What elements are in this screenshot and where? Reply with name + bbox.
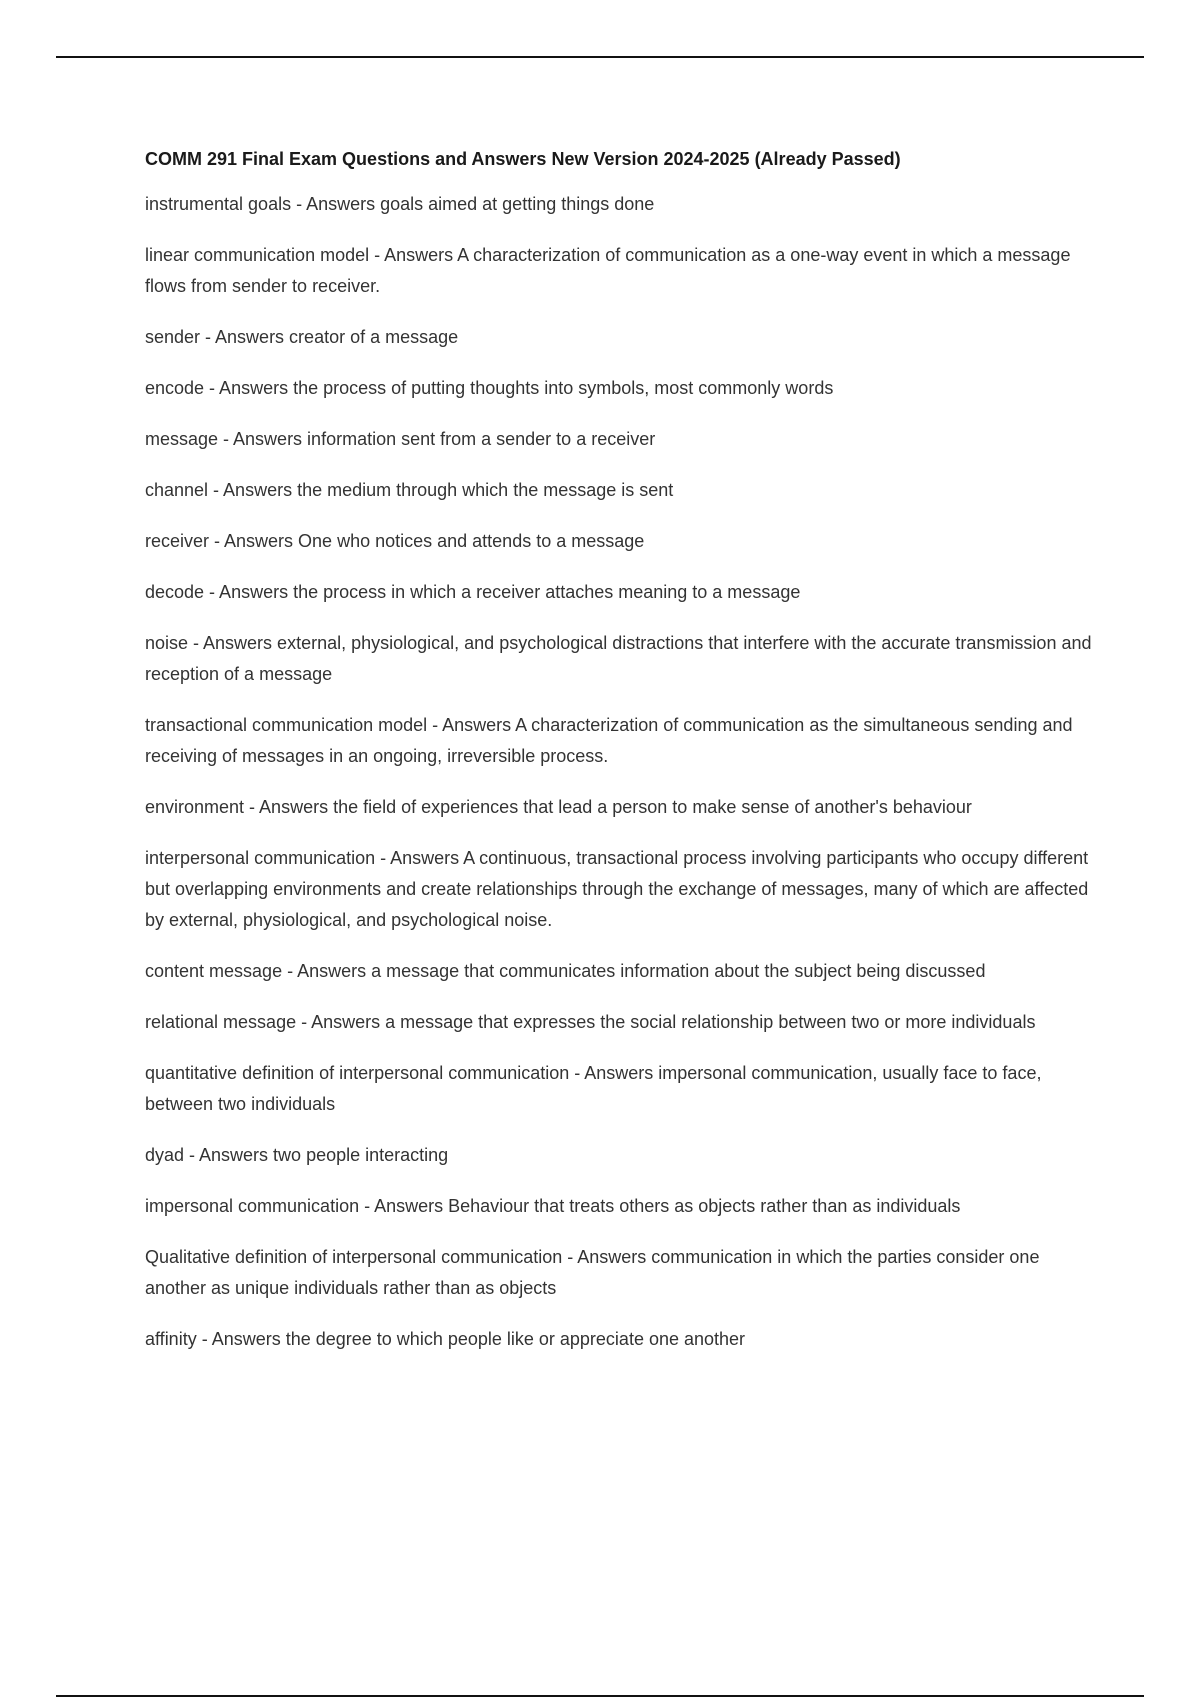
- qa-item: interpersonal communication - Answers A continuous, transactional process involving participants who occupy different but overlapping environments and create relationships through the exchange of messages, many of which are affected by external, physiological, and psychological noise.: [145, 848, 1089, 930]
- qa-item: sender - Answers creator of a message: [145, 327, 459, 347]
- qa-item: quantitative definition of interpersonal communication - Answers impersonal communication, usually face to face, between two individuals: [145, 1063, 1042, 1114]
- qa-item: noise - Answers external, physiological, and psychological distractions that interfere with the accurate transmission and reception of a message: [145, 633, 1092, 684]
- qa-item: channel - Answers the medium through which the message is sent: [145, 480, 674, 500]
- qa-item: encode - Answers the process of putting thoughts into symbols, most commonly words: [145, 378, 834, 398]
- bottom-divider: [56, 1695, 1144, 1697]
- qa-item: linear communication model - Answers A characterization of communication as a one-way event in which a message flows from sender to receiver.: [145, 245, 1071, 296]
- qa-item: affinity - Answers the degree to which people like or appreciate one another: [145, 1329, 746, 1349]
- qa-item: content message - Answers a message that communicates information about the subject being discussed: [145, 961, 986, 981]
- document-title: COMM 291 Final Exam Questions and Answers New Version 2024-2025 (Already Passed): [145, 149, 901, 169]
- qa-item: message - Answers information sent from a sender to a receiver: [145, 429, 656, 449]
- qa-item: environment - Answers the field of experiences that lead a person to make sense of another's behaviour: [145, 797, 972, 817]
- qa-item: transactional communication model - Answers A characterization of communication as the simultaneous sending and receiving of messages in an ongoing, irreversible process.: [145, 715, 1073, 766]
- document-body: [145, 145, 1105, 1375]
- qa-item: impersonal communication - Answers Behaviour that treats others as objects rather than as individuals: [145, 1196, 961, 1216]
- qa-item: decode - Answers the process in which a receiver attaches meaning to a message: [145, 582, 801, 602]
- qa-item: relational message - Answers a message that expresses the social relationship between two or more individuals: [145, 1012, 1036, 1032]
- qa-item: dyad - Answers two people interacting: [145, 1145, 449, 1165]
- qa-item: instrumental goals - Answers goals aimed at getting things done: [145, 194, 655, 214]
- top-divider: [56, 56, 1144, 58]
- qa-item: receiver - Answers One who notices and attends to a message: [145, 531, 645, 551]
- qa-list: [145, 189, 1105, 1355]
- qa-item: Qualitative definition of interpersonal communication - Answers communication in which the parties consider one another as unique individuals rather than as objects: [145, 1247, 1040, 1298]
